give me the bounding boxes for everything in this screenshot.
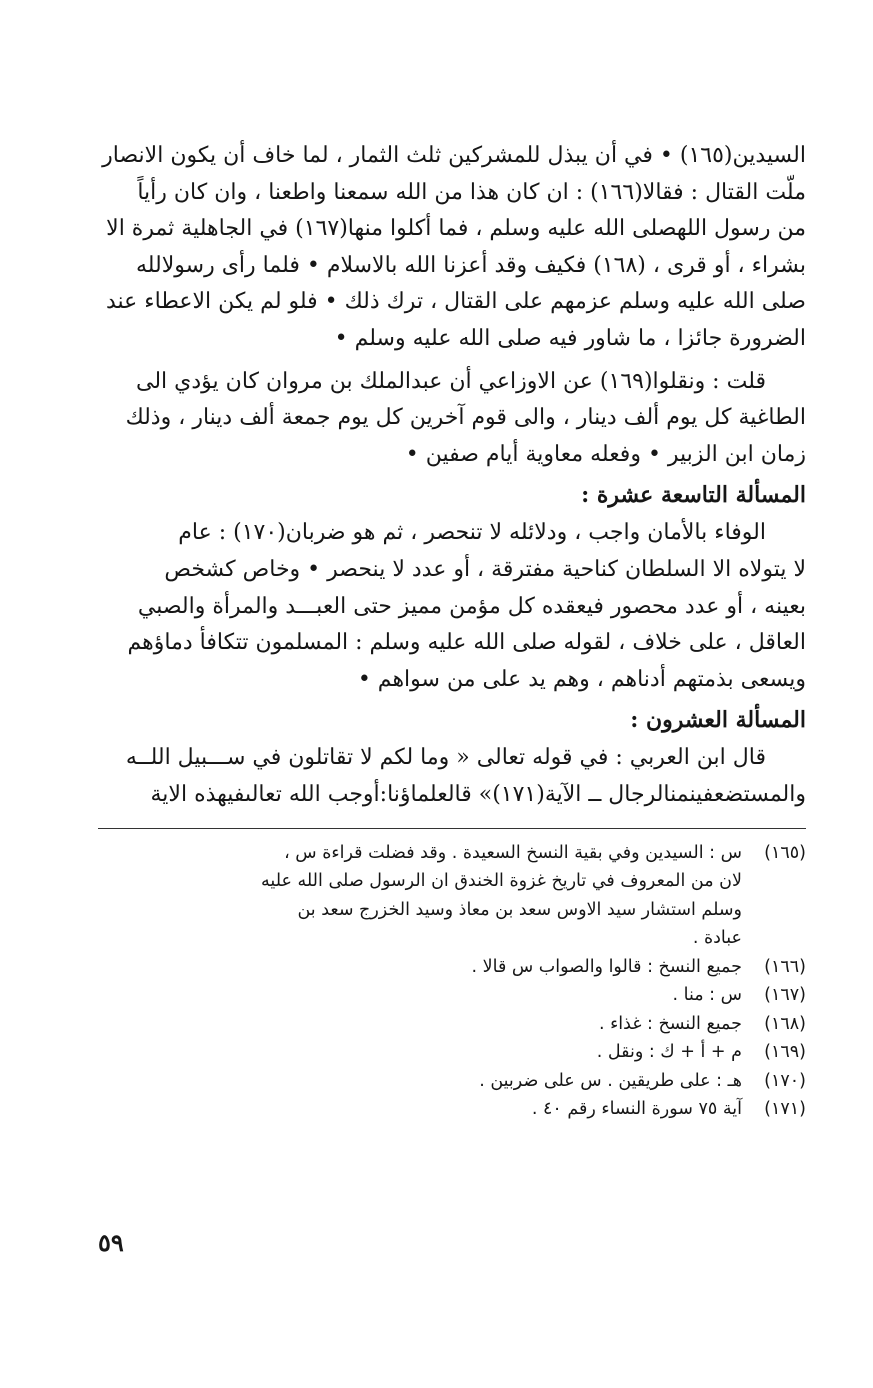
- footnote: [98, 1010, 806, 1039]
- footnote-text: [98, 1010, 742, 1039]
- footnote-line: لان من المعروف في تاريخ غزوة الخندق ان الرسول صلى الله عليه: [261, 871, 742, 891]
- footnote: [98, 1038, 806, 1067]
- text-line: الوفاء بالأمان واجب ، ودلائله لا تنحصر ، ثم هو ضربان(١٧٠) : عام: [178, 520, 766, 546]
- page-content: [98, 138, 806, 1124]
- footnote-number: (١٧١): [764, 1099, 806, 1119]
- footnote-line: س : السيدين وفي بقية النسخ السعيدة . وقد فضلت قراءة س ،: [284, 842, 742, 863]
- footnote-line: جميع النسخ : قالوا والصواب س قالا .: [471, 956, 742, 977]
- text-line: قلت : ونقلوا(١٦٩) عن الاوزاعي أن عبدالملك بن مروان كان يؤدي الى: [136, 368, 766, 394]
- text-line: بعينه ، أو عدد محصور فيعقده كل مؤمن مميز حتى العبـــد والمرأة والصبي: [137, 593, 806, 619]
- text-line: زمان ابن الزبير • وفعله معاوية أيام صفين •: [405, 441, 806, 467]
- footnote: [98, 981, 806, 1010]
- footnote-number: (١٦٦): [764, 956, 806, 977]
- text-line: العاقل ، على خلاف ، لقوله صلى الله عليه وسلم : المسلمون تتكافأ دماؤهم: [127, 630, 806, 656]
- footnote-number: (١٧٠): [764, 1070, 806, 1091]
- footnote: [98, 839, 806, 953]
- text-line: ويسعى بذمتهم أدناهم ، وهم يد على من سواهم •: [357, 666, 806, 692]
- paragraph-1: [98, 138, 806, 358]
- text-line: السيدين(١٦٥) • في أن يبذل للمشركين ثلث الثمار ، لما خاف أن يكون الانصار: [102, 143, 806, 168]
- paragraph-3: [98, 515, 806, 698]
- footnote-line: عبادة .: [692, 928, 742, 948]
- text-line: بشراء ، أو قرى ، (١٦٨) فكيف وقد أعزنا الله بالاسلام • فلما رأى رسولالله: [135, 252, 806, 278]
- text-line: قال ابن العربي : في قوله تعالى « وما لكم لا تقاتلون في ســـبيل اللــه: [125, 745, 766, 771]
- footnote-line: آية ٧٥ سورة النساء رقم ٤٠ .: [531, 1099, 742, 1119]
- text-line: الطاغية كل يوم ألف دينار ، والى قوم آخرين كل يوم جمعة ألف دينار ، وذلك: [125, 405, 806, 431]
- footnote-line: س : منا .: [672, 985, 742, 1005]
- footnote: [98, 1067, 806, 1096]
- footnote-line: هـ : على طريقين . س على ضربين .: [479, 1070, 742, 1091]
- footnote-text: [98, 839, 742, 953]
- page-number: ٥٩: [98, 1228, 124, 1257]
- text-line: الضرورة جائزا ، ما شاور فيه صلى الله عليه وسلم •: [334, 325, 806, 351]
- footnote-divider: [98, 828, 806, 829]
- footnote-line: م + أ + ك : ونقل .: [596, 1042, 742, 1062]
- footnote-number: (١٦٥): [764, 842, 806, 863]
- footnote: [98, 953, 806, 982]
- text-line: ملّت القتال : فقالا(١٦٦) : ان كان هذا من الله سمعنا واطعنا ، وان كان رأياً: [137, 179, 806, 205]
- footnote-text: [98, 981, 742, 1010]
- footnote-text: [98, 1038, 742, 1067]
- footnote-number: (١٦٩): [764, 1042, 806, 1062]
- main-text: [98, 138, 806, 814]
- paragraph-4: [98, 740, 806, 813]
- section-heading: المسألة التاسعة عشرة :: [581, 482, 806, 509]
- footnote-line: جميع النسخ : غذاء .: [598, 1013, 742, 1034]
- text-line: صلى الله عليه وسلم عزمهم على القتال ، ترك ذلك • فلو لم يكن الاعطاء عند: [105, 289, 806, 315]
- section-heading: المسألة العشرون :: [630, 707, 806, 734]
- footnote-number: (١٦٨): [764, 1013, 806, 1034]
- paragraph-2: [98, 364, 806, 474]
- text-line: والمستضعفينمنالرجال ــ الآية(١٧١)» قالعلماؤنا:أوجب الله تعالىفيهذه الاية: [150, 781, 806, 807]
- footnote-number: (١٦٧): [764, 985, 806, 1005]
- text-line: من رسول اللهصلى الله عليه وسلم ، فما أكلوا منها(١٦٧) في الجاهلية ثمرة الا: [106, 216, 806, 242]
- footnote-text: [98, 1067, 742, 1096]
- footnotes: [98, 839, 806, 1124]
- footnote-line: وسلم استشار سيد الاوس سعد بن معاذ وسيد الخزرج سعد بن: [297, 899, 742, 920]
- text-line: لا يتولاه الا السلطان كناحية مفترقة ، أو عدد لا ينحصر • وخاص كشخص: [164, 556, 806, 582]
- footnote: [98, 1095, 806, 1124]
- footnote-text: [98, 953, 742, 982]
- footnote-text: [98, 1095, 742, 1124]
